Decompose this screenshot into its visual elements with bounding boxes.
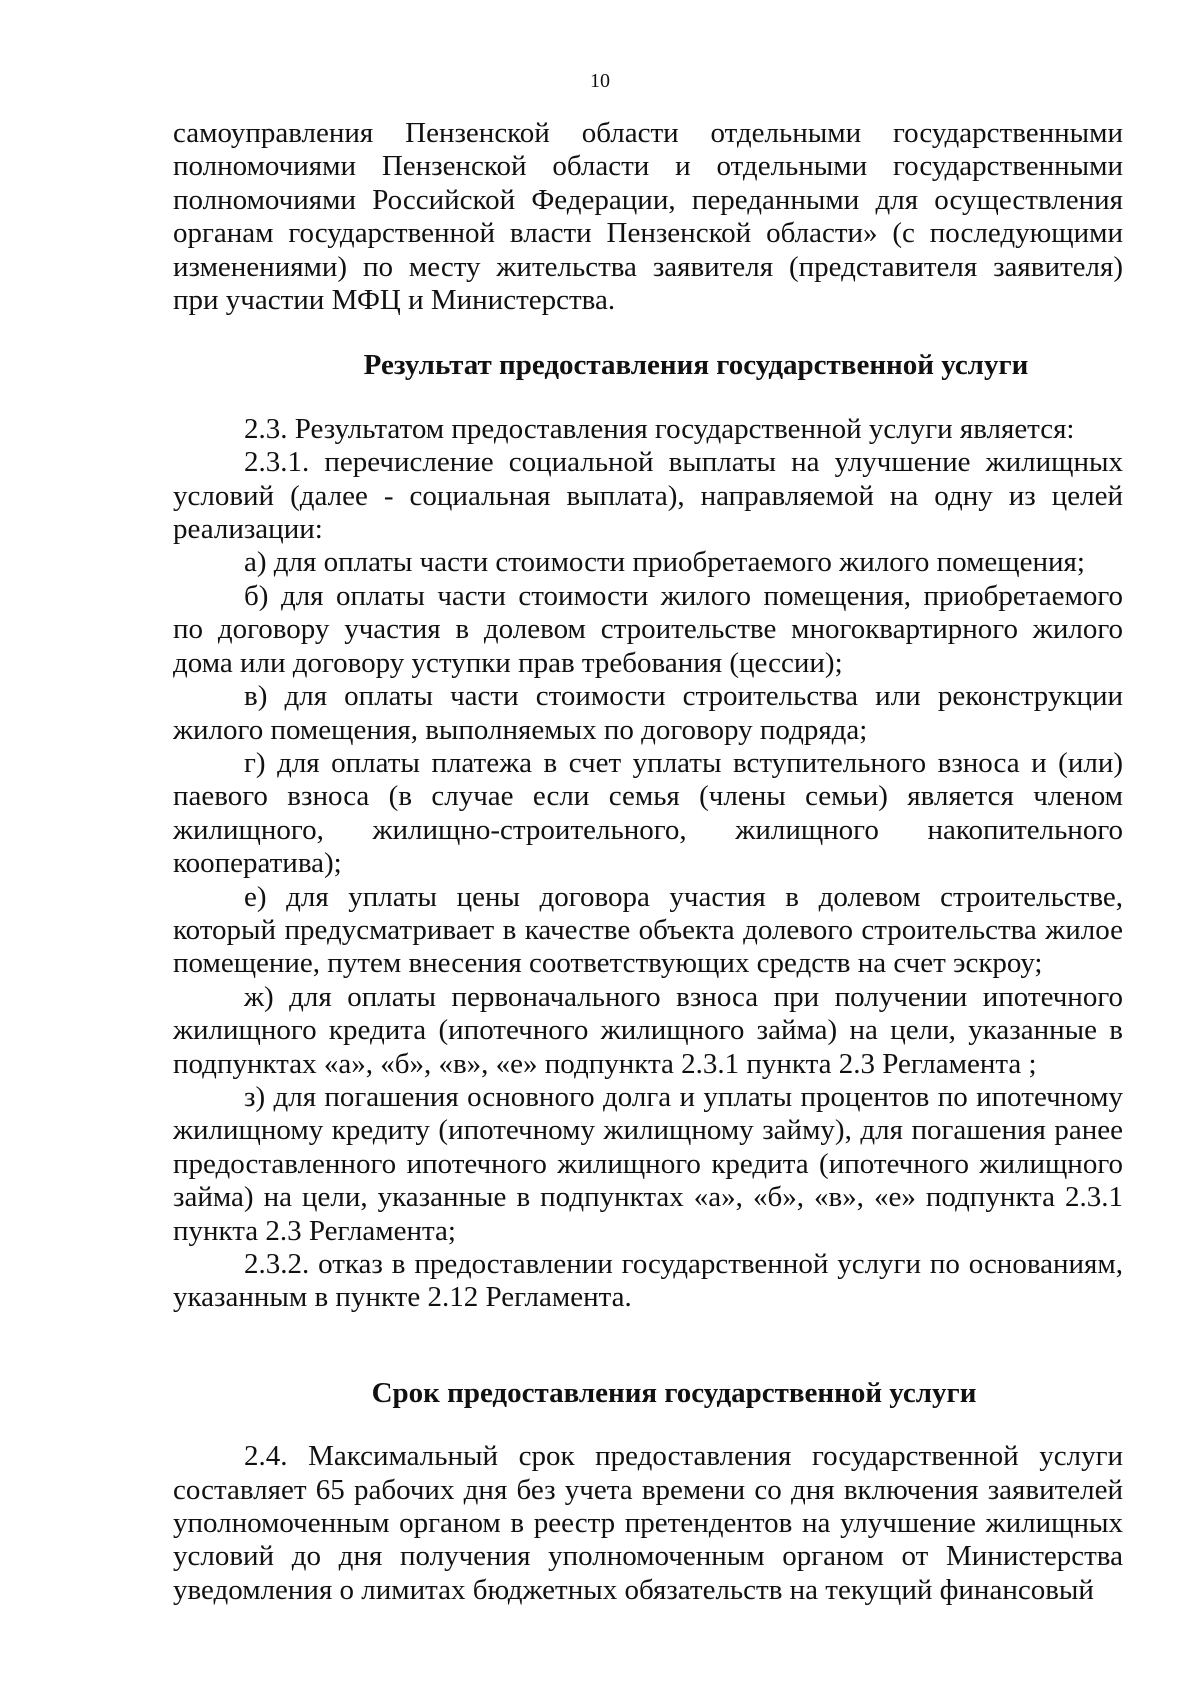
paragraph-item-b: б) для оплаты части стоимости жилого помещения, приобретаемого по договору участия в долевом строительстве многоквартирного жилого дома или договору уступки прав требования (цессии); — [173, 579, 1123, 679]
paragraph-2-3-2: 2.3.2. отказ в предоставлении государственной услуги по основаниям, указанным в пункте 2.12 Регламента. — [173, 1248, 1123, 1314]
paragraph-item-e: е) для уплаты цены договора участия в долевом строительстве, который предусматривает в качестве объекта долевого строительства жилое помещение, путем внесения соответствующих средств на счет эскроу; — [173, 880, 1123, 980]
intro-paragraph: самоуправления Пензенской области отдельными государственными полномочиями Пензенской области и отдельными государственными полномочиями Российской Федерации, переданными для осуществления органам государственной власти Пензенской области» (с последующими изменениями) по месту жительства заявителя (представителя заявителя) при участии МФЦ и Министерства. — [173, 117, 1123, 317]
page-number: 10 — [590, 70, 610, 92]
paragraph-item-zh: ж) для оплаты первоначального взноса при получении ипотечного жилищного кредита (ипотечного жилищного займа) на цели, указанные в подпунктах «а», «б», «в», «е» подпункта 2.3.1 пункта 2.3 Регламента ; — [173, 980, 1123, 1080]
paragraph-item-z: з) для погашения основного долга и уплаты процентов по ипотечному жилищному кредиту (ипотечному жилищному займу), для погашения ранее предоставленного ипотечного жилищного кредита (ипотечного жилищного займа) на цели, указанные в подпунктах «а», «б», «в», «е» подпункта 2.3.1 пункта 2.3 Регламента; — [173, 1080, 1123, 1247]
paragraph-2-4: 2.4. Максимальный срок предоставления государственной услуги составляет 65 рабочих дня без учета времени со дня включения заявителей уполномоченным органом в реестр претендентов на улучшение жилищных условий до дня получения уполномоченным органом от Министерства уведомления о лимитах бюджетных обязательств на текущий финансовый — [173, 1440, 1123, 1606]
paragraph-2-3-1: 2.3.1. перечисление социальной выплаты на улучшение жилищных условий (далее - социальная выплата), направляемой на одну из целей реализации: — [173, 446, 1123, 546]
section-heading-term: Срок предоставления государственной услуги — [371, 1376, 977, 1409]
paragraph-item-v: в) для оплаты части стоимости строительства или реконструкции жилого помещения, выполняемых по договору подряда; — [173, 680, 1123, 746]
section-heading-result: Результат предоставления государственной услуги — [363, 349, 1029, 382]
paragraph-2-3: 2.3. Результатом предоставления государственной услуги является: — [244, 412, 1075, 445]
page-content — [173, 117, 1123, 1607]
paragraph-item-a: а) для оплаты части стоимости приобретаемого жилого помещения; — [244, 546, 1085, 579]
paragraph-item-g: г) для оплаты платежа в счет уплаты вступительного взноса и (или) паевого взноса (в случае если семья (члены семьи) является членом жилищного, жилищно-строительного, жилищного накопительного кооператива); — [173, 746, 1123, 880]
